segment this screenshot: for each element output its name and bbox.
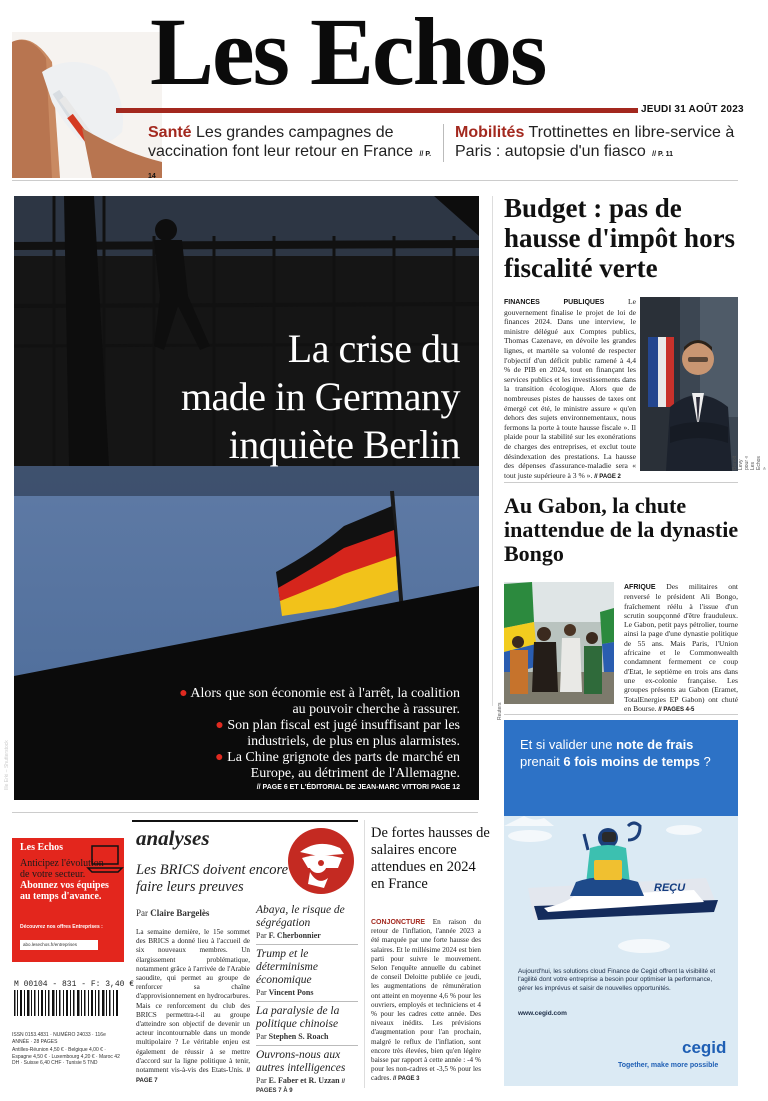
teaser-sante[interactable] [148,123,433,186]
barcode-number: M 00104 - 831 - F: 3,40 € [14,980,135,989]
teaser-mobilites[interactable] [455,123,745,164]
column-divider [492,196,493,706]
teaser-divider [443,124,444,162]
teaser-text: Les grandes campagnes de vaccination font leur retour en France [148,124,414,160]
gabon-photo-credit: Reuters [497,702,503,720]
teaser-keyword: Santé [148,124,192,141]
ad-tagline: Together, make more possible [618,1062,719,1069]
gabon-body: Des militaires ont renversé le président Ali Bongo, fraîchement réélu à l'issue d'un scrutin soupçonné d'être frauduleux. Le Gabon, petit pays pétrolier, tourne ainsi la page d'une dynastie politique de 55 ans. Mais Paris, l'Union africaine et le Commonwealth condamnent fermement ce coup d'Etat, le septième en trois ans dans une ex-colonie française. Les groupes présents au Gabon (Eramet, TotalEnergies EP Gabon) ont chuté en Bourse. [624,582,738,713]
analysis-item[interactable]: Abaya, le risque de ségrégation Par F. Cherbonnier [256,904,358,945]
headline-line: La crise du [287,326,460,371]
analyses-illustration [288,828,354,894]
promo-link-button[interactable]: abo.lesechos.fr/entreprises [20,940,98,950]
ad-url[interactable]: www.cegid.com [518,1010,567,1017]
salaires-headline[interactable]: De fortes hausses de salaires encore attendues en 2024 en France [371,825,490,892]
bullet-item: ● Alors que son économie est à l'arrêt, la coalition au pouvoir cherche à rassurer. [179,686,460,717]
promo-text: Anticipez l'évolution de votre secteur. Abonnez vos équipes au temps d'avance. [20,858,109,902]
section-divider [504,482,738,483]
ad-body: Aujourd'hui, les solutions cloud Finance de Cegid offrent la visibilité et l'agilité dont votre entreprise a besoin pour optimiser la performance, gérer les imprévus et saisir de nouvelles opportunités. [518,968,716,992]
gabon-page: // PAGES 4-5 [658,706,695,713]
budget-photo-credit: Benoit Levy pour « Les Echos » [732,455,768,470]
budget-kicker: FINANCES PUBLIQUES [504,299,605,306]
bullet-dot-icon: ● [215,718,228,733]
salaires-page: // PAGE 3 [392,1076,420,1083]
vaccination-photo [12,32,162,178]
analyses-top-rule [132,820,358,822]
salaires-article [371,918,481,1085]
brics-page: // PAGE 7 [136,1068,251,1085]
ad-headline: Et si valider une note de frais prenait 6 fois moins de temps ? [520,737,711,769]
teaser-text: Trottinettes en libre-service à Paris : autopsie d'un fiasco [455,124,735,160]
bullet-dot-icon: ● [179,686,191,701]
budget-body: Le gouvernement finalise le projet de loi de finances 2024. Dans une interview, le ministre délégué aux Comptes publics, Thomas Cazenave, en dévoile les grandes lignes, et martèle sa volonté de respecter l'objectif d'un déficit public ramené à 4,4 % de PIB en 2024, tout en finançant les services publics et les investissements dans la transition écologique. Alors que de nombreuses pistes de hausses de taxes ont émergé cet été, le ministre assure « qu'en dehors des sujets environnementaux, nous fermons la porte à toute hausse fiscale ». Il plaide pour la stabilité sur les exonérations de charges des entreprises, et exclut toute désindexation des prestations. La hausse des dépenses d'assurance-maladie sera « tout juste supérieure à 3 % ». [504,297,636,480]
gabon-photo [504,582,614,704]
teaser-page: // P. 14 [148,151,432,180]
gabon-article [624,582,738,715]
masthead-rule [116,108,638,113]
headline-line: inquiète Berlin [228,422,460,467]
cegid-advertisement[interactable] [504,720,738,1086]
brics-headline[interactable]: Les BRICS doivent encore faire leurs preuves [136,862,289,895]
promo-small-text: Découvrez nos offres Entreprises : [20,924,103,930]
salaires-kicker: CONJONCTURE [371,919,426,926]
gabon-headline[interactable]: Au Gabon, la chute inattendue de la dynastie Bongo [504,493,739,566]
column-divider [364,820,365,1088]
bullet-dot-icon: ● [215,750,228,765]
section-divider [504,714,738,715]
budget-headline[interactable]: Budget : pas de hausse d'impôt hors fiscalité verte [504,193,736,283]
issue-info: ISSN 0153.4831 · NUMÉRO 24033 · 116e ANNÉE · 28 PAGES Antilles-Réunion 4,50 € · Belgique 4,00 € · Espagne 4,50 € · Luxembourg 4,20 € · Maroc 42 DH · Suisse 6,40 CHF · Tunisie 5 TND [12,1032,120,1066]
minister-portrait [640,297,738,471]
analysis-item[interactable]: Ouvrons-nous aux autres intelligences Par E. Faber et R. Uzzan // PAGES 7 À 9 [256,1049,346,1094]
analysis-item[interactable]: Trump et le déterminisme économique Par Vincent Pons [256,948,358,1002]
issue-date: JEUDI 31 AOÛT 2023 [641,104,744,115]
bullet-item: ● Son plan fiscal est jugé insuffisant par les industriels, de plus en plus alarmistes. [215,718,460,749]
analyses-section-title: analyses [136,826,210,850]
masthead: Les Echos [150,0,546,105]
ad-recu-label: REÇU [654,882,686,894]
bullet-item: ● La Chine grignote des parts de marché en Europe, au détriment de l'Allemagne. [215,750,460,781]
budget-page: // PAGE 2 [594,473,621,480]
analyses-list [256,904,358,1101]
main-headline[interactable] [40,325,460,469]
bottom-divider [12,812,478,813]
gabon-kicker: AFRIQUE [624,584,656,591]
cegid-logo: cegid [682,1038,727,1057]
teaser-keyword: Mobilités [455,124,525,141]
header-divider [12,180,738,181]
main-page-reference[interactable]: // PAGE 6 ET L'ÉDITORIAL DE JEAN-MARC VITTORI PAGE 12 [256,784,460,791]
laptop-icon [88,844,122,874]
budget-article [504,297,636,482]
brics-article: La semaine dernière, le 15e sommet des BRICS a donné lieu à l'accueil de six nouveaux membres. Un élargissement problématique, notamment grâce à l'arrivée de l'Arabie saoudite, qui permet au groupe de renforcer sa chaîne d'approvisionnement en hydrocarbures. Mais ce renforcement du club des BRICS permettra-t-il au groupe d'atteindre son objectif de devenir un acteur incontournable dans un monde multipolaire ? Le véritable enjeu est également de réussir à se mettre d'accord sur la ligne politique à tenir, notamment vis-à-vis des Etats-Unis. // PAGE 7 [136,928,251,1085]
main-photo-credit: Ille Erki – Shutterstock [4,740,10,790]
brics-author: Par Claire Bargelès [136,908,210,918]
analysis-item[interactable]: La paralysie de la politique chinoise Par Stephen S. Roach [256,1005,358,1046]
main-bullets [170,686,460,782]
headline-line: made in Germany [180,374,460,419]
salaires-body: En raison du retour de l'inflation, l'année 2023 a été marquée par une forte hausse des salaires. Et le millésime 2024 est bien parti pour suivre le mouvement. Selon l'enquête annuelle du cabinet de conseil Deloitte publiée ce jeudi, les augmentations de rémunération ont atteint en moyenne 4,6 % pour les ouvriers, employés et techniciens et 4 % pour les cadres cette année. Des niveaux inédits. Les prévisions d'augmentation pour l'an prochain, malgré le reflux de l'inflation, sont encore très élevées, bien qu'en légère baisse par rapport à cette année : -4 % pour les non-cadres et -3,5 % pour les cadres. [371,918,481,1083]
subscription-promo[interactable] [12,838,124,962]
promo-logo: Les Echos [20,842,64,853]
teaser-page: // P. 11 [652,151,674,158]
ad-illustration [504,816,738,966]
